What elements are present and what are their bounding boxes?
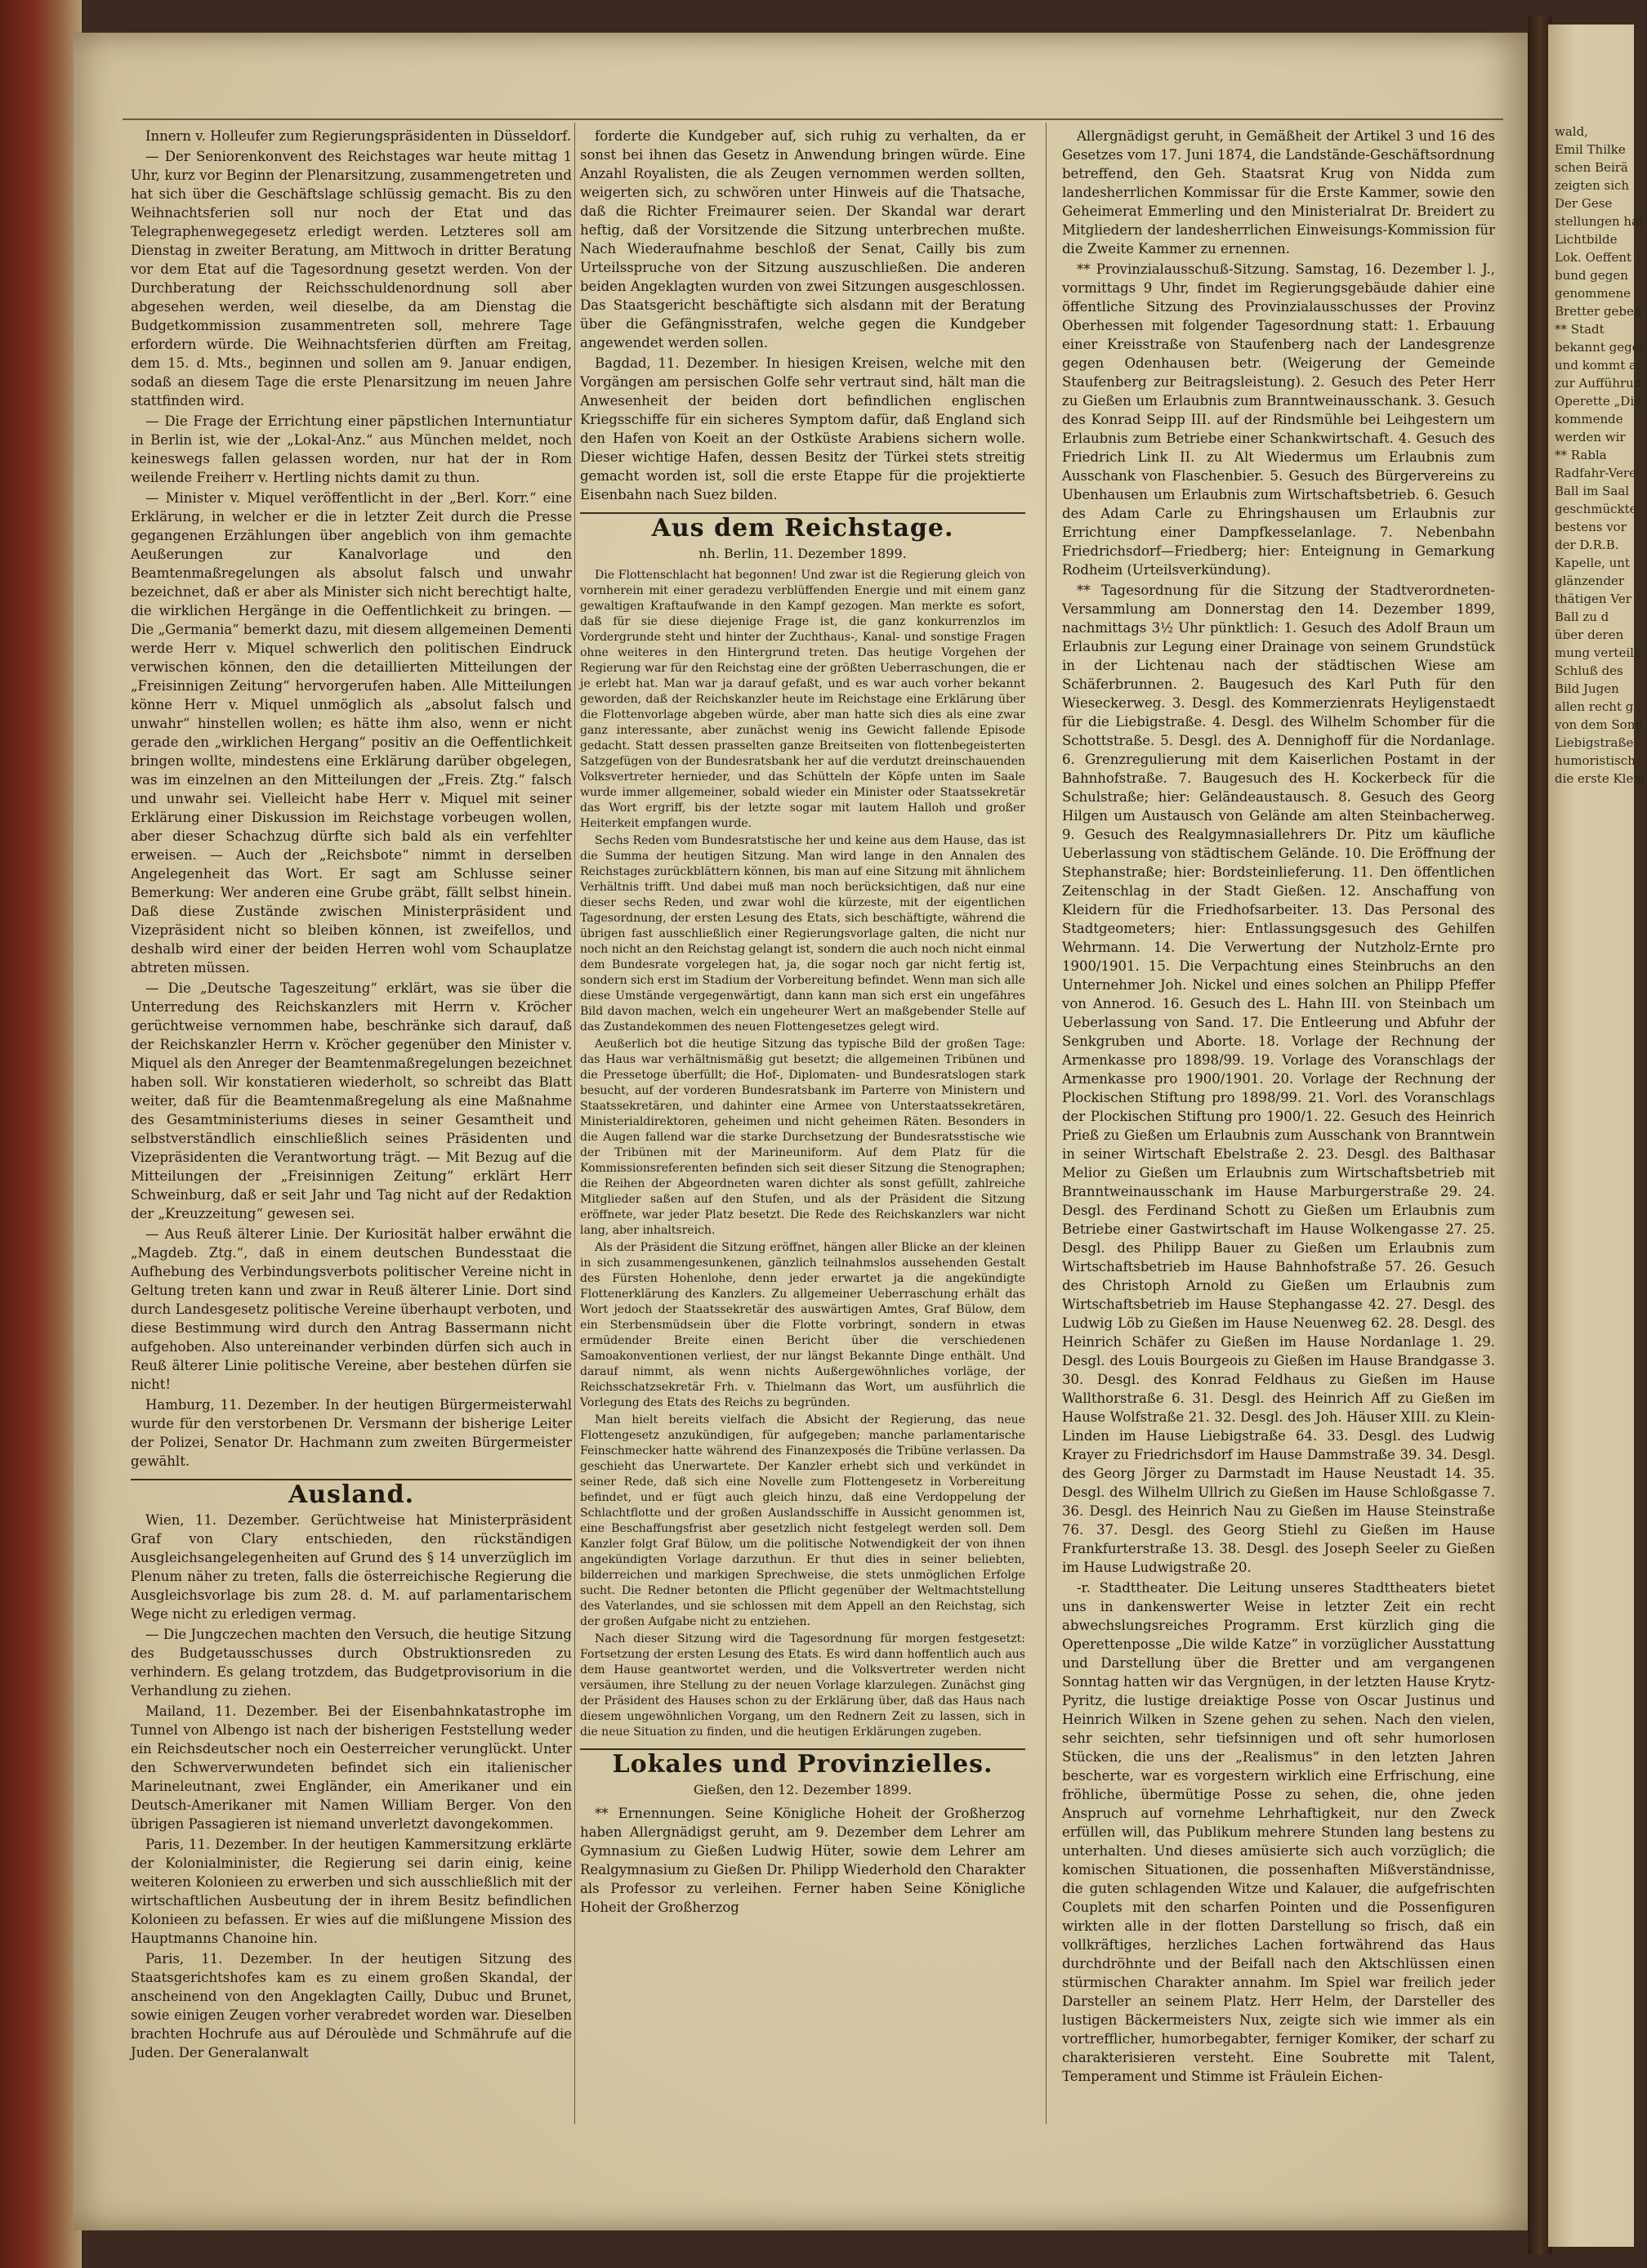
next-page-text: wald, Emil Thilke schen Beirä zeigten sich Der Gese stellungen hat Lichtbilde Lok. Oeffent bund gegen genommene Bretter geben ** Stadt bekannt gegeb und kommt al zur Aufführun Operette „Die kommende werden wir ** Rabla Radfahr-Vere Ball im Saal geschmückte bestens vor der D.R.B. Kapelle, unt glänzender thätigen Ver Ball zu d über deren mung verteilt Schluß des Bild Jugen allen recht g von dem Sonn Liebigstraße humoristisch die erste Klein bbox=[1555, 124, 1647, 786]
article-paragraph: — Die Jungczechen machten den Versuch, die heutige Sitzung des Budgetausschusses durch Obstruktionsreden zu verhindern. Es gelang trotzdem, das Budgetprovisorium in die Verhandlung zu ziehen. bbox=[131, 1627, 572, 1699]
article-paragraph: Die Flottenschlacht hat begonnen! Und zwar ist die Regierung gleich von vornherein mit einer geradezu verblüffenden Energie und mit einem ganz gewaltigen Kraftaufwande in den Kampf gezogen. Man merkte es sofort, daß für sie diese diejenige Frage ist, die ganz konkurrenzlos im Vordergrunde steht und hinter der Zuchthaus-, Kanal- und sonstige Fragen ohne weiteres in den Hintergrund treten. Das heutige Vorgehen der Regierung war für den Reichstag eine der größten Ueberraschungen, die er je erlebt hat. Man war ja darauf gefaßt, und es war auch vorher bekannt geworden, daß der Reichskanzler heute im Reichstage eine Erklärung über die Flottenvorlage abgeben würde, aber man hatte sich dies als eine zwar ganz interessante, aber zunächst wenig ins Gewicht fallende Episode gedacht. Statt dessen prasselten ganze Breitseiten von flottenbegeisterten Satzgefügen von der Bundesratsbank her auf die verdutzt dreinschauenden Volksvertreter hernieder, und das Schütteln der Köpfe unten im Saale wurde immer allgemeiner, sobald wieder ein Minister oder Staatssekretär das Wort ergriff, bis der letzte sogar mit lautem Halloh und großer Heiterkeit empfangen wurde. bbox=[580, 569, 1025, 830]
article-paragraph: ** Tagesordnung für die Sitzung der Stadtverordneten-Versammlung am Donnerstag den 14. Dezember 1899, nachmittags 3½ Uhr pünktlich: 1. Gesuch des Adolf Braun um Erlaubnis zur Legung einer Drainage von seinem Grundstück in der Lichtenau nach der städtischen Wiese am Schäferbrunnen. 2. Baugesuch des Karl Puth für den Wieseckerweg. 3. Desgl. des Kommerzienrats Heyligenstaedt für die Liebigstraße. 4. Desgl. des Wilhelm Schomber für die Schottstraße. 5. Desgl. des A. Dennighoff für die Nordanlage. 6. Grenzregulierung mit dem Kaiserlichen Postamt in der Bahnhofstraße. 7. Baugesuch des H. Kockerbeck für die Schulstraße; hier: Geländeaustausch. 8. Gesuch des Georg Hilgen um Austausch von Gelände am alten Steinbacherweg. 9. Gesuch des Realgymnasiallehrers Dr. Pitz um käufliche Ueberlassung von städtischem Gelände. 10. Die Eröffnung der Stephanstraße; hier: Bordsteinlieferung. 11. Den öffentlichen Zeitenschlag in der Stadt Gießen. 12. Anschaffung von Kleidern für die Friedhofsarbeiter. 13. Das Personal des Stadtgeometers; hier: Entlassungsgesuch des Gehilfen Wehrmann. 14. Die Verwertung der Nutzholz-Ernte pro 1900/1901. 15. Die Verpachtung eines Steinbruchs an den Unternehmer Joh. Nickel und eines solchen an Philipp Pfeffer von Annerod. 16. Gesuch des L. Hahn III. von Steinbach um Ueberlassung von Sand. 17. Die Entleerung und Abfuhr der Senkgruben und Aborte. 18. Vorlage der Rechnung der Armenkasse pro 1898/99. 19. Vorlage des Voranschlags der Armenkasse pro 1900/1901. 20. Vorlage der Rechnung der Plockischen Stiftung pro 1898/99. 21. Vorl. des Voranschlags der Plockischen Stiftung pro 1900/1. 22. Gesuch des Heinrich Prieß zu Gießen um Erlaubnis zum Ausschank von Branntwein in seiner Wirtschaft Ebelstraße 2. 23. Desgl. des Balthasar Melior zu Gießen um Erlaubnis zum Wirtschaftsbetrieb mit Branntweinausschank im Hause Marburgerstraße 29. 24. Desgl. des Ferdinand Schott zu Gießen um Erlaubnis zum Betriebe einer Gastwirtschaft im Hause Wolkengasse 27. 25. Desgl. des Philipp Bauer zu Gießen um Erlaubnis zum Wirtschaftsbetrieb im Hause Bahnhofstraße 57. 26. Gesuch des Christoph Arnold zu Gießen um Erlaubnis zum Wirtschaftsbetrieb im Hause Stephangasse 42. 27. Desgl. des Ludwig Löb zu Gießen im Hause Neuenweg 62. 28. Desgl. des Heinrich Schäfer zu Gießen im Hause Nordanlage 1. 29. Desgl. des Louis Bourgeois zu Gießen im Hause Brandgasse 3. 30. Desgl. des Konrad Feldhaus zu Gießen im Hause Wallthorstraße 6. 31. Desgl. des Heinrich Aff zu Gießen im Hause Wolfstraße 21. 32. Desgl. des Joh. Häuser XIII. zu Klein-Linden im Hause Liebigstraße 64. 33. Desgl. des Ludwig Krayer zu Friedrichsdorf im Hause Dammstraße 39. 34. Desgl. des Georg Jörger zu Darmstadt im Hause Neustadt 14. 35. Desgl. des Wilhelm Ullrich zu Gießen im Hause Schloßgasse 7. 36. Desgl. des Heinrich Nau zu Gießen im Hause Steinstraße 76. 37. Desgl. des Georg Stiehl zu Gießen im Hause Frankfurterstraße 13. 38. Desgl. des Joseph Seeler zu Gießen im Hause Ludwigstraße 20. bbox=[1062, 583, 1495, 1575]
dateline: nh. Berlin, 11. Dezember 1899. bbox=[699, 546, 907, 561]
article-paragraph: Als der Präsident die Sitzung eröffnet, hängen aller Blicke an der kleinen in sich zusammengesunkenen, gänzlich teilnahmslos aussehenden Gestalt des Fürsten Hohenlohe, denn jeder erwartet ja die angekündigte Flottenerklärung des Kanzlers. Zu allgemeiner Ueberraschung erhält das Wort jedoch der Staatssekretär des auswärtigen Amtes, Graf Bülow, dem ein Sterbensmüdsein über die Flotte vorbringt, sondern in etwas ermüdender Breite einen Bericht über die verschiedenen Samoakonventionen verliest, der nur längst Bekannte Dinge enthält. Und darauf nimmt, als wenn nichts Außergewöhnliches vorläge, der Reichsschatzsekretär Frh. v. Thielmann das Wort, um ausführlich die Vorlegung des Etats des Reichs zu begründen. bbox=[580, 1241, 1025, 1409]
article-paragraph: Wien, 11. Dezember. Gerüchtweise hat Ministerpräsident Graf von Clary entschieden, den rückständigen Ausgleichsangelegenheiten auf Grund des § 14 unverzüglich im Plenum näher zu treten, falls die österreichische Regierung die Ausgleichsvorlage bis zum 28. d. M. auf parlamentarischem Wege nicht zu erledigen vermag. bbox=[131, 1512, 572, 1622]
section-heading-reichstag: Aus dem Reichstage. bbox=[580, 512, 1025, 538]
article-paragraph: ** Ernennungen. Seine Königliche Hoheit der Großherzog haben Allergnädigst geruht, am 9. Dezember dem Lehrer am Gymnasium zu Gießen Ludwig Hüter, sowie dem Lehrer am Realgymnasium zu Gießen Dr. Philipp Wiederhold den Charakter als Professor zu verleihen. Ferner haben Seine Königliche Hoheit der Großherzog bbox=[580, 1806, 1025, 1915]
article-paragraph: Sechs Reden vom Bundesratstische her und keine aus dem Hause, das ist die Summa der heutigen Sitzung. Man wird lange in den Annalen des Reichstages zurückblättern können, bis man auf eine Sitzung mit ähnlichem Verhältnis trifft. Und dabei muß man noch berücksichtigen, daß nur eine dieser sechs Reden, und zwar wohl die kürzeste, mit der eigentlichen Tagesordnung, der ersten Lesung des Etats, sich beschäftigte, während die übrigen fast ausschließlich einer Regierungsvorlage galten, die nicht nur noch nicht an den Reichstag gelangt ist, sondern die auch noch nicht einmal dem Bundesrate vorgelegen hat, ja, die sogar noch gar nicht fertig ist, sondern sich erst im Stadium der Vorbereitung befindet. Wenn man sich alle diese Umstände vergegenwärtigt, dann kann man sich erst ein ungefähres Bild davon machen, welch ein ungeheurer Wert an maßgebender Stelle auf das Zustandekommen des neuen Flottengesetzes gelegt wird. bbox=[580, 834, 1025, 1034]
article-paragraph: Paris, 11. Dezember. In der heutigen Sitzung des Staatsgerichtshofes kam es zu einem großen Skandal, der anscheinend von den Angeklagten Cailly, Dubuc und Brunet, sowie einigen Zeugen vorher verabredet worden war. Dieselben brachten Hochrufe aus auf Déroulède und Schmährufe auf die Juden. Der Generalanwalt bbox=[131, 1951, 572, 2060]
article-paragraph: — Die Frage der Errichtung einer päpstlichen Internuntiatur in Berlin ist, wie der „Lokal-Anz.“ aus München meldet, noch keineswegs fallen gelassen worden, nur hat der in Rom weilende Freiherr v. Hertling nichts damit zu thun. bbox=[131, 413, 572, 485]
article-paragraph: -r. Stadttheater. Die Leitung unseres Stadttheaters bietet uns in dankenswerter Weise in letzter Zeit ein recht abwechslungsreiches Programm. Erst kürzlich ging die Operettenposse „Die wilde Katze“ in vorzüglicher Ausstattung und Darstellung über die Bretter und am vergangenen Sonntag hatten wir das Vergnügen, in der letzten Hause Krytz-Pyritz, die lustige dreiaktige Posse von Oscar Justinus und Heinrich Wilken in Szene gehen zu sehen. Nach den vielen, sehr seichten, sehr tiefsinnigen und oft sehr humorlosen Stücken, die uns der „Realismus“ in den letzten Jahren bescherte, war es vorgestern wirklich eine Erfrischung, eine fröhliche, übermütige Posse zu sehen, die, ohne jeden Anspruch auf vornehme Lehrhaftigkeit, nur den Zweck erfüllen will, das Publikum mehrere Stunden lang bestens zu unterhalten. Und dieses amüsierte sich auch vorzüglich; die komischen Situationen, die possenhaften Mißverständnisse, die guten schlagenden Witze und Kalauer, die aufgefrischten Couplets mit den scharfen Pointen und die Possenfiguren wirkten alle in der flotten Darstellung so frisch, daß ein vollkräftiges, herzliches Lachen fortwährend das Haus durchdröhnte und der Beifall nach den Aktschlüssen einen stürmischen Charakter annahm. Im Spiel war freilich jeder Darsteller an seinem Platz. Herr Helm, der Darsteller des lustigen Bäckermeisters Nux, zeigte sich wie immer als ein vortrefflicher, humorbegabter, ferniger Komiker, der scharf zu charakterisieren versteht. Eine Soubrette mit Talent, Temperament und Stimme ist Fräulein Eichen- bbox=[1062, 1580, 1495, 2084]
column-rule-1 bbox=[574, 123, 575, 2124]
header-rule bbox=[123, 118, 1503, 120]
article-paragraph: Mailand, 11. Dezember. Bei der Eisenbahnkatastrophe im Tunnel von Albengo ist nach der bisherigen Feststellung weder ein Reichsdeutscher noch ein Oesterreicher verunglückt. Unter den Schwerverwundeten befindet sich ein italienischer Marineleutnant, zwei Engländer, ein Amerikaner und ein Deutsch-Amerikaner mit Namen William Berger. Von den übrigen Passagieren ist niemand unverletzt davongekommen. bbox=[131, 1703, 572, 1832]
article-paragraph: — Der Seniorenkonvent des Reichstages war heute mittag 1 Uhr, kurz vor Beginn der Plenarsitzung, zusammengetreten und hat sich über die Geschäftslage schlüssig gemacht. Bis zu den Weihnachtsferien soll nur noch der Etat und das Telegraphenwegegesetz erledigt werden. Letzteres soll am Dienstag in zweiter Beratung, am Mittwoch in dritter Beratung vor dem Etat auf die Tagesordnung gesetzt werden. Von der Durchberatung der Reichsschuldenordnung soll aber abgesehen werden, weil dieselbe, da am Dienstag die Budgetkommission zusammentreten soll, mehrere Tage erfordern würde. Die Weihnachtsferien dürften am Freitag, dem 15. d. Mts., beginnen und sollen am 9. Januar endigen, sodaß an diesem Tage die erste Plenarsitzung im neuen Jahre stattfinden wird. bbox=[131, 149, 572, 409]
article-paragraph: Aeußerlich bot die heutige Sitzung das typische Bild der großen Tage: das Haus war verhältnismäßig gut besetzt; die allgemeinen Tribünen und die Pressetoge überfüllt; die Hof-, Diplomaten- und Bundesratslogen stark besucht, auf der vorderen Bundesratsbank im Parterre von Ministern und Staatssekretären, und dahinter eine Armee von Unterstaatssekretären, Ministerialdirektoren, geheimen und nicht geheimen Räten. Besonders in die Augen fallend war die starke Durchsetzung der Bundesratsstische wie der Tribünen mit der Marineuniform. Auf dem Platz für die Kommissionsreferenten befinden sich seit dieser Sitzung die Stenographen; die Reihen der Abgeordneten waren dichter als sonst gefüllt, zahlreiche Mitglieder saßen auf den Stufen, und als der Präsident die Sitzung eröffnete, war jeder Platz besetzt. Die Rede des Reichskanzlers war nicht lang, aber inhaltsreich. bbox=[580, 1038, 1025, 1237]
article-paragraph: forderte die Kundgeber auf, sich ruhig zu verhalten, da er sonst bei ihnen das Gesetz in Anwendung bringen würde. Eine Anzahl Royalisten, die als Zeugen vernommen werden sollten, weigerten sich, zu schwören unter Hinweis auf die Thatsache, daß die Richter Freimaurer seien. Der Skandal war derart heftig, daß der Vorsitzende die Sitzung unterbrechen mußte. Nach Wiederaufnahme beschloß der Senat, Cailly bis zum Urteilsspruche von der Sitzung auszuschließen. Die anderen beiden Angeklagten wurden von zwei Sitzungen ausgeschlossen. Das Staatsgericht beschäftigte sich alsdann mit der Beratung über die Gefängnisstrafen, welche gegen die Kundgeber angewendet werden sollen. bbox=[580, 128, 1025, 350]
book-binding-edge bbox=[0, 0, 82, 2268]
article-paragraph: Nach dieser Sitzung wird die Tagesordnung für morgen festgesetzt: Fortsetzung der ersten Lesung des Etats. Es wird dann hoffentlich auch aus dem Hause geantwortet werden, und die Volksvertreter werden nicht versäumen, ihre Stellung zu der neuen Vorlage klarzulegen. Zunächst ging der Präsident des Hauses schon zu der Erklärung über, daß das Haus nach diesem ungewöhnlichen Vorgang, um den Rednern Zeit zu lassen, sich in die neue Situation zu finden, und die heutigen Erklärungen zugeben. bbox=[580, 1632, 1025, 1739]
article-paragraph: Man hielt bereits vielfach die Absicht der Regierung, das neue Flottengesetz anzukündigen, für aufgegeben; manche parlamentarische Feinschmecker hatte während des Finanzexposés die Tribüne verlassen. Da geschieht das Unerwartete. Der Kanzler erhebt sich und verkündet in seiner Rede, daß sich eine Novelle zum Flottengesetz in Vorbereitung befindet, und er fügt auch gleich hinzu, daß eine Verdoppelung der Schlachtflotte und der großen Auslandsschiffe in Aussicht genommen ist, eine Beschaffungsfrist aber gesetzlich nicht festgelegt werden soll. Dem Kanzler folgt Graf Bülow, um die politische Notwendigkeit der von ihnen angekündigten Vorlage darzuthun. Er thut dies in seiner beliebten, bilderreichen und markigen Sprechweise, die stets unmöglichen Erfolge sucht. Die Redner betonten die Pflicht gegenüber der Weltmachtstellung des Vaterlandes, und sie schlossen mit dem Appell an den Reichstag, sich der großen Aufgabe nicht zu entziehen. bbox=[580, 1413, 1025, 1628]
article-paragraph: Paris, 11. Dezember. In der heutigen Kammersitzung erklärte der Kolonialminister, die Regierung sei darin einig, keine weiteren Kolonieen zu erwerben und sich ausschließlich mit der wirtschaftlichen Ausbeutung der in ihrem Besitz befindlichen Kolonieen zu befassen. Er wies auf die mißlungene Mission des Hauptmanns Chanoine hin. bbox=[131, 1837, 572, 1946]
article-paragraph: ** Provinzialausschuß-Sitzung. Samstag, 16. Dezember l. J., vormittags 9 Uhr, findet im Regierungsgebäude dahier eine öffentliche Sitzung des Provinzialausschusses der Provinz Oberhessen mit folgender Tagesordnung statt: 1. Erbauung einer Kreisstraße von Staufenberg nach der Landesgrenze gegen Odenhausen betr. (Weigerung der Gemeinde Staufenberg zur Beitragsleistung). 2. Gesuch des Peter Herr zu Gießen um Erlaubnis zum Branntweinausschank. 3. Gesuch des Konrad Seipp III. auf der Rindsmühle bei Leihgestern um Erlaubnis zum Betriebe einer Schankwirtschaft. 4. Gesuch des Friedrich Link II. zu Alt Wiedermus um Erlaubnis zum Ausschank von Flaschenbier. 5. Gesuch des Bürgervereins zu Ubenhausen um Erlaubnis zum Wirtschaftsbetrieb. 6. Gesuch des Adam Carle zu Ehringshausen um Erlaubnis zur Errichtung einer Dampfkesselanlage. 7. Nebenbahn Friedrichsdorf—Friedberg; hier: Enteignung in Gemarkung Rodheim (Urteilsverkündung). bbox=[1062, 261, 1495, 578]
column-2 bbox=[580, 127, 1025, 2120]
article-paragraph: Hamburg, 11. Dezember. In der heutigen Bürgermeisterwahl wurde für den verstorbenen Dr. Versmann der bisherige Leiter der Polizei, Senator Dr. Hachmann zum zweiten Bürgermeister gewählt. bbox=[131, 1397, 572, 1469]
article-paragraph: — Aus Reuß älterer Linie. Der Kuriosität halber erwähnt die „Magdeb. Ztg.“, daß in einem deutschen Bundesstaat die Aufhebung des Verbindungsverbots politischer Vereine nicht in Geltung treten kann und zwar in Reuß älterer Linie. Dort sind durch Landesgesetz politische Vereine überhaupt verboten, und diese Bestimmung wird durch den Antrag Bassermann nicht aufgehoben. Also untereinander verbinden dürfen sich auch in Reuß älterer Linie politische Vereine, aber bestehen dürfen sie nicht! bbox=[131, 1226, 572, 1392]
column-rule-2 bbox=[1046, 123, 1047, 2124]
section-heading-lokales: Lokales und Provinzielles. bbox=[580, 1748, 1025, 1774]
article-paragraph: Bagdad, 11. Dezember. In hiesigen Kreisen, welche mit den Vorgängen am persischen Golfe sehr vertraut sind, hält man die Anwesenheit der beiden dort befindlichen englischen Kriegsschiffe für ein sicheres Symptom dafür, daß England sich den Hafen von Koeit an der Ostküste Arabiens sichern wolle. Dieser wichtige Hafen, dessen Besitz der Türkei stets streitig gemacht worden ist, soll die erste Etappe für die projektierte Eisenbahn nach Suez bilden. bbox=[580, 355, 1025, 502]
column-1 bbox=[131, 127, 572, 2120]
reichstag-report bbox=[580, 568, 1025, 1740]
next-page-fragment bbox=[1548, 25, 1647, 2247]
article-paragraph: — Minister v. Miquel veröffentlicht in der „Berl. Korr.“ eine Erklärung, in welcher er die in letzter Zeit durch die Presse gegangenen Erzählungen über angeblich von ihm gemachte Aeußerungen zur Kanalvorlage und den Beamtenmaßregelungen als absolut falsch und unwahr bezeichnet, daß er aber als Minister sich nicht berechtigt halte, die wirklichen Hergänge in die Oeffentlichkeit zu bringen. — Die „Germania“ bemerkt dazu, mit diesem allgemeinen Dementi werde Herr v. Miquel schwerlich den politischen Eindruck verwischen können, den die detaillierten Mitteilungen der „Freisinnigen Zeitung“ hervorgerufen haben. Alle Mitteilungen könne Herr v. Miquel unmöglich als „absolut falsch und unwahr“ hinstellen wollen; es hätte ihm also, wenn er nicht gerade den „wirklichen Hergang“ positiv an die Oeffentlichkeit bringen wollte, mindestens eine Erklärung darüber obgelegen, was im einzelnen an den Mitteilungen der „Freis. Ztg.“ falsch und unwahr sei. Vielleicht habe Herr v. Miquel mit seiner Erklärung einer Diskussion im Reichstage vorbeugen wollen, aber dieser Schachzug dürfte sich bald als ein verfehlter erweisen. — Auch der „Reichsbote“ nimmt in derselben Angelegenheit das Wort. Er sagt am Schlusse seiner Bemerkung: Wer anderen eine Grube gräbt, fällt selbst hinein. Daß diese Zustände zwischen Ministerpräsident und Vizepräsident nicht so bleiben können, ist zweifellos, und deshalb wird einer der beiden Herren wohl vom Schauplatze abtreten müssen. bbox=[131, 490, 572, 976]
section-heading-ausland: Ausland. bbox=[131, 1479, 572, 1504]
article-paragraph: — Die „Deutsche Tageszeitung“ erklärt, was sie über die Unterredung des Reichskanzlers mit Herrn v. Kröcher gerüchtweise vernommen habe, beschränke sich darauf, daß der Reichskanzler Herrn v. Kröcher gegenüber den Minister v. Miquel als den Anreger der Beamtenmaßregelungen bezeichnet haben soll. Wir konstatieren wiederholt, so schreibt das Blatt weiter, daß für die Beamtenmaßregelung als eine Maßnahme des Gesamtministeriums dieses in seiner Gesamtheit und selbstverständlich einschließlich seines Präsidenten und Vizepräsidenten die Verantwortung trägt. — Mit Bezug auf die Mitteilungen der „Freisinnigen Zeitung“ erklärt Herr Schweinburg, daß er seit Jahr und Tag nicht auf der Redaktion der „Kreuzzeitung“ gewesen sei. bbox=[131, 980, 572, 1221]
dateline: Gießen, den 12. Dezember 1899. bbox=[693, 1782, 913, 1797]
article-paragraph: Allergnädigst geruht, in Gemäßheit der Artikel 3 und 16 des Gesetzes vom 17. Juni 1874, die Landstände-Geschäftsordnung betreffend, den Geh. Staatsrat Krug von Nidda zum landesherrlichen Kommissar für die Erste Kammer, sowie den Geheimerat Emmerling und den Ministerialrat Dr. Breidert zu Mitgliedern der landesherrlichen Einweisungs-Kommission für die Zweite Kammer zu ernennen. bbox=[1062, 128, 1495, 257]
article-paragraph: Innern v. Holleufer zum Regierungspräsidenten in Düsseldorf. bbox=[145, 128, 571, 144]
column-3 bbox=[1062, 127, 1495, 2120]
